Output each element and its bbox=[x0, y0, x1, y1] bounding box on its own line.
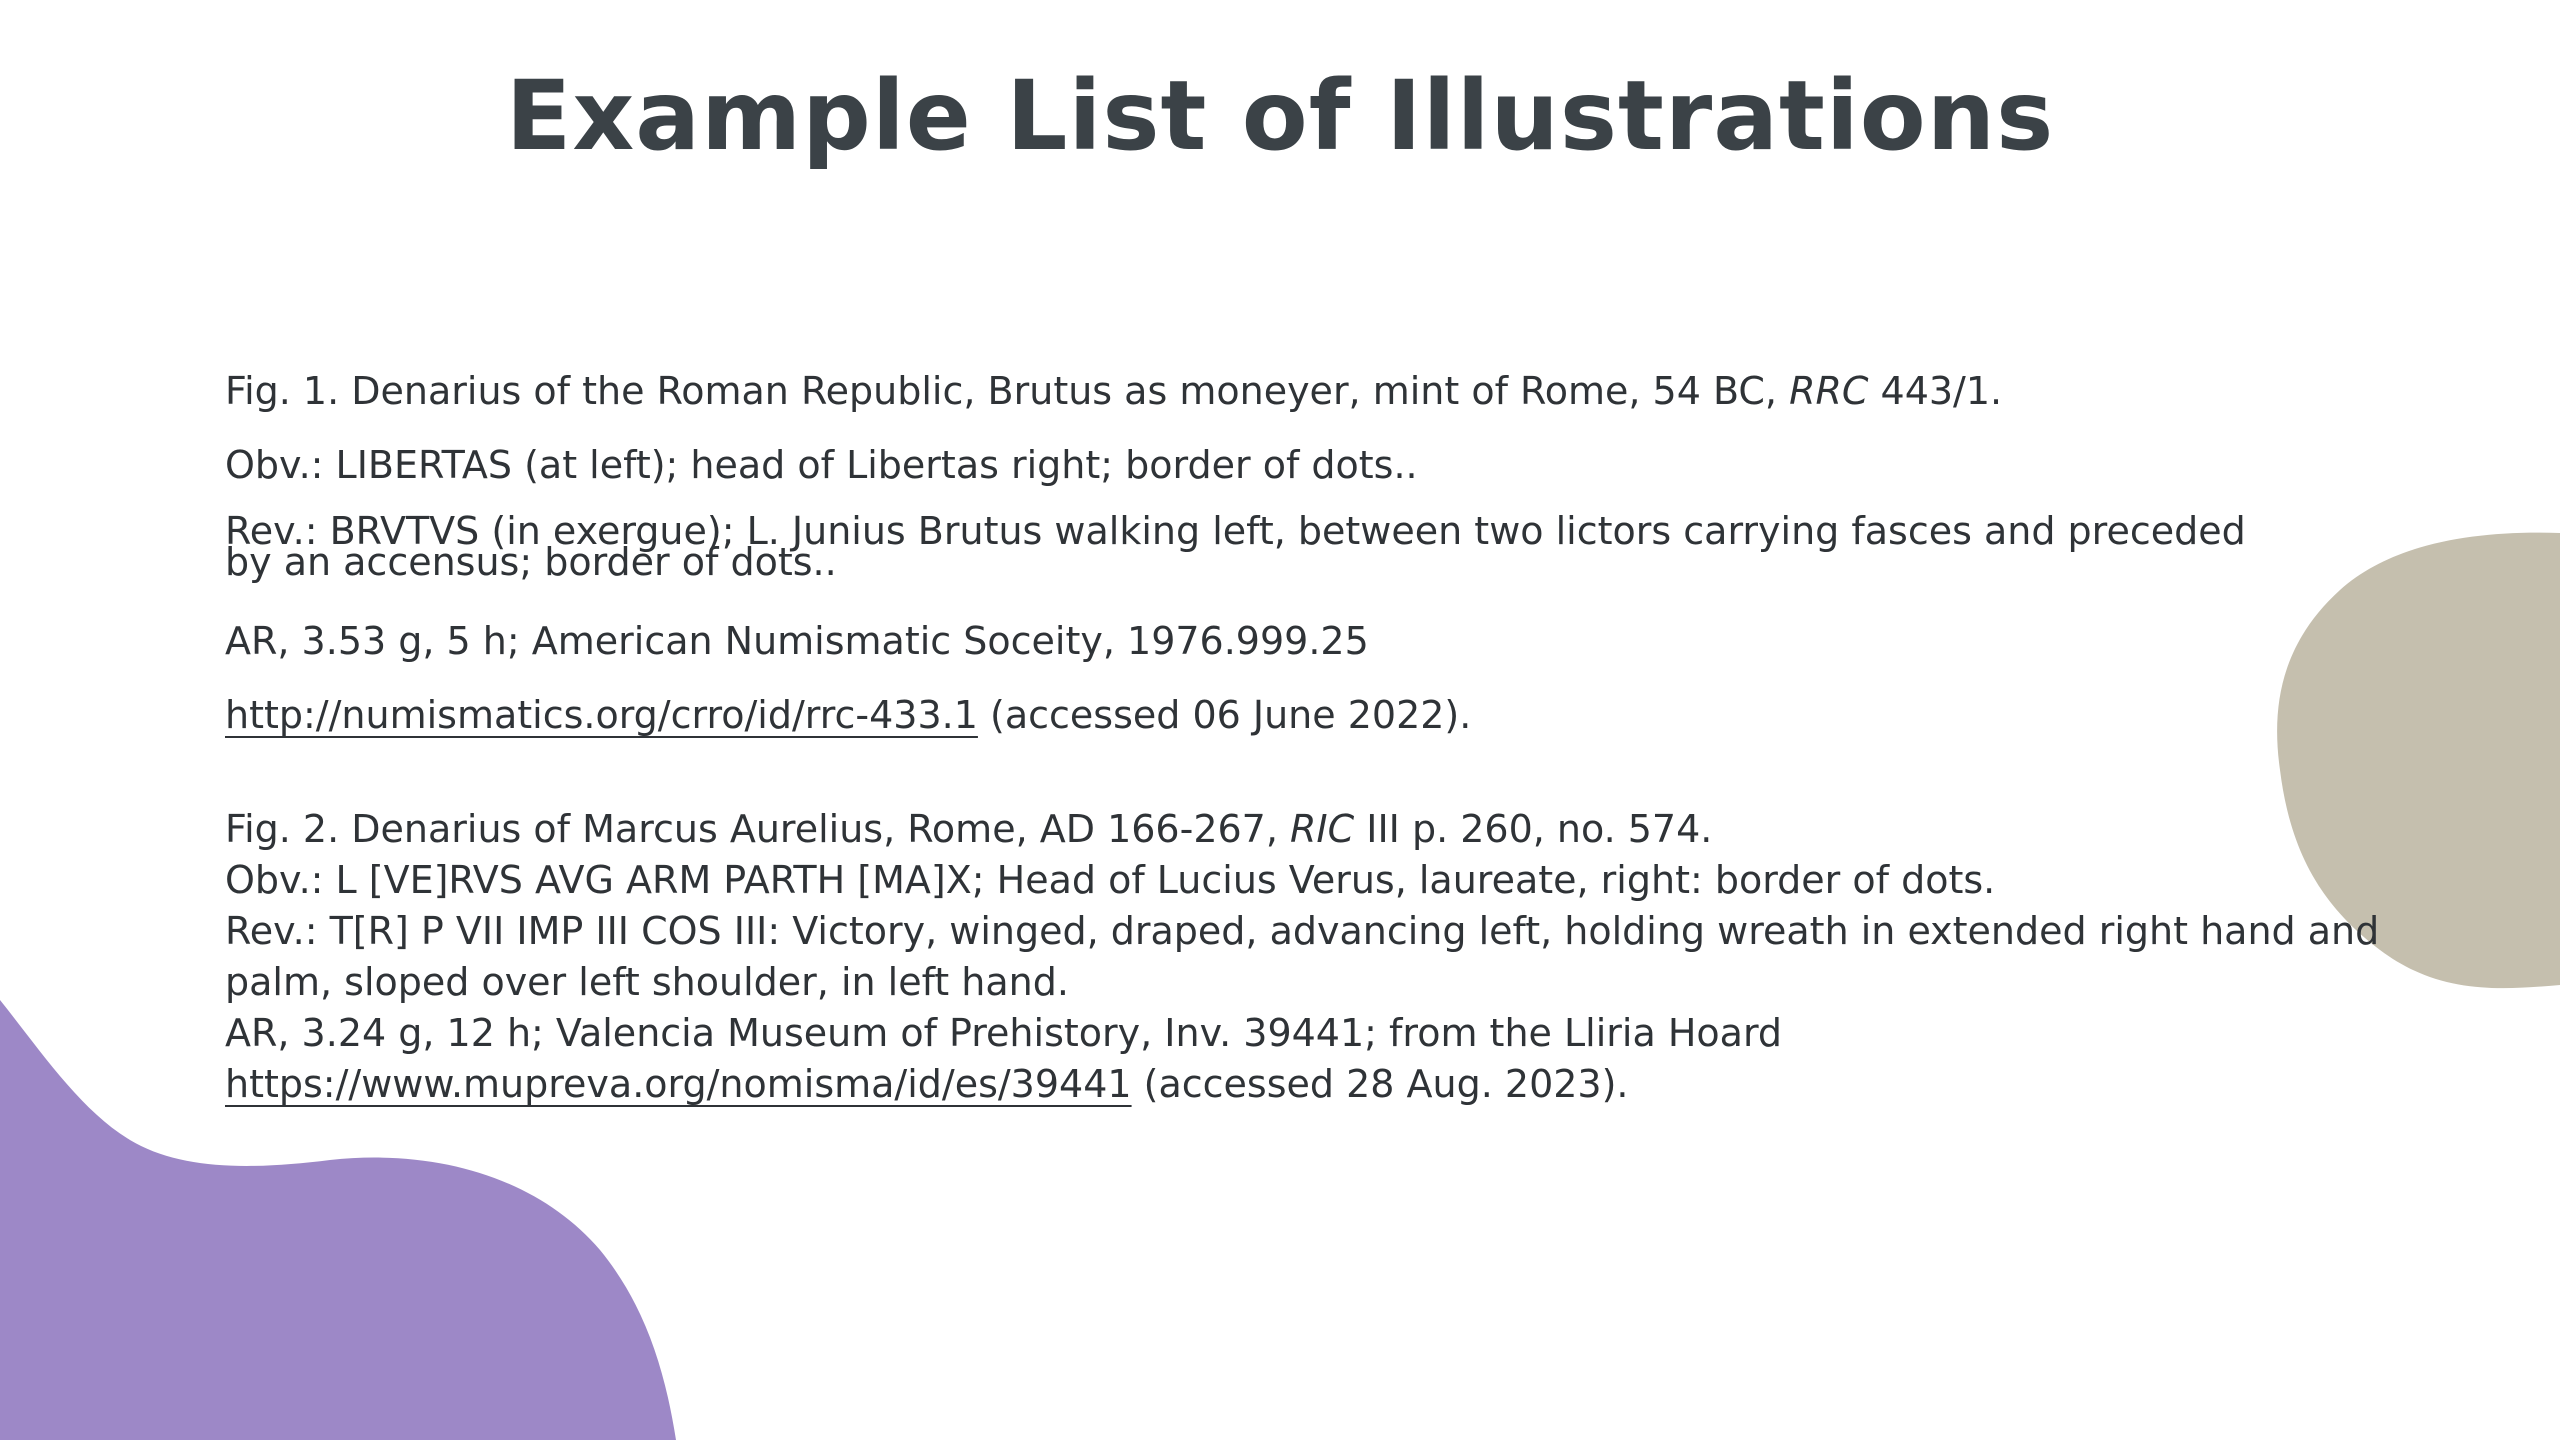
figure-2-caption bbox=[225, 804, 2385, 855]
figure-1-source bbox=[225, 692, 2385, 738]
figure-1-obverse: Obv.: LIBERTAS (at left); head of Libertas right; border of dots.. bbox=[225, 443, 1418, 487]
figure-2-obverse: Obv.: L [VE]RVS AVG ARM PARTH [MA]X; Head of Lucius Verus, laureate, right: border of dots. bbox=[225, 858, 1996, 902]
figure-2-source bbox=[225, 1059, 2385, 1110]
figure-1-catalog-ref: RRC bbox=[1789, 369, 1869, 413]
figure-1-link[interactable]: http://numismatics.org/crro/id/rrc-433.1 bbox=[225, 693, 978, 737]
figure-1-catalog-number: 443/1. bbox=[1868, 369, 2003, 413]
page-title: Example List of Illustrations bbox=[505, 60, 2055, 172]
figure-1-entry bbox=[225, 368, 2385, 738]
figure-1-reverse bbox=[225, 509, 2385, 584]
figure-2-link[interactable]: https://www.mupreva.org/nomisma/id/es/39441 bbox=[225, 1062, 1132, 1106]
figure-2-accessed: (accessed 28 Aug. 2023). bbox=[1131, 1062, 1629, 1106]
figure-1-caption-text: Fig. 1. Denarius of the Roman Republic, Brutus as moneyer, mint of Rome, 54 BC, bbox=[225, 369, 1790, 413]
figure-1-reverse-line-1: Rev.: BRVTVS (in exergue); L. Junius Brutus walking left, between two lictors carrying fasces and preceded bbox=[225, 509, 2246, 553]
figure-2-catalog-ref: RIC bbox=[1290, 807, 1355, 851]
illustrations-list bbox=[225, 368, 2385, 1110]
figure-2-reverse-line-1: Rev.: T[R] P VII IMP III COS III: Victory, winged, draped, advancing left, holding wreath in extended right hand and bbox=[225, 909, 2380, 953]
figure-2-entry bbox=[225, 804, 2385, 1110]
figure-2-caption-text: Fig. 2. Denarius of Marcus Aurelius, Rome, AD 166-267, bbox=[225, 807, 1291, 851]
figure-2-reverse-line-2: palm, sloped over left shoulder, in left hand. bbox=[225, 960, 1069, 1004]
figure-2-physical: AR, 3.24 g, 12 h; Valencia Museum of Prehistory, Inv. 39441; from the Lliria Hoard bbox=[225, 1011, 1783, 1055]
figure-1-caption bbox=[225, 368, 2385, 414]
figure-1-physical: AR, 3.53 g, 5 h; American Numismatic Soceity, 1976.999.25 bbox=[225, 619, 1369, 663]
figure-1-accessed: (accessed 06 June 2022). bbox=[977, 693, 1472, 737]
figure-1-reverse-line-2: by an accensus; border of dots.. bbox=[225, 540, 837, 584]
figure-2-catalog-number: III p. 260, no. 574. bbox=[1354, 807, 1713, 851]
